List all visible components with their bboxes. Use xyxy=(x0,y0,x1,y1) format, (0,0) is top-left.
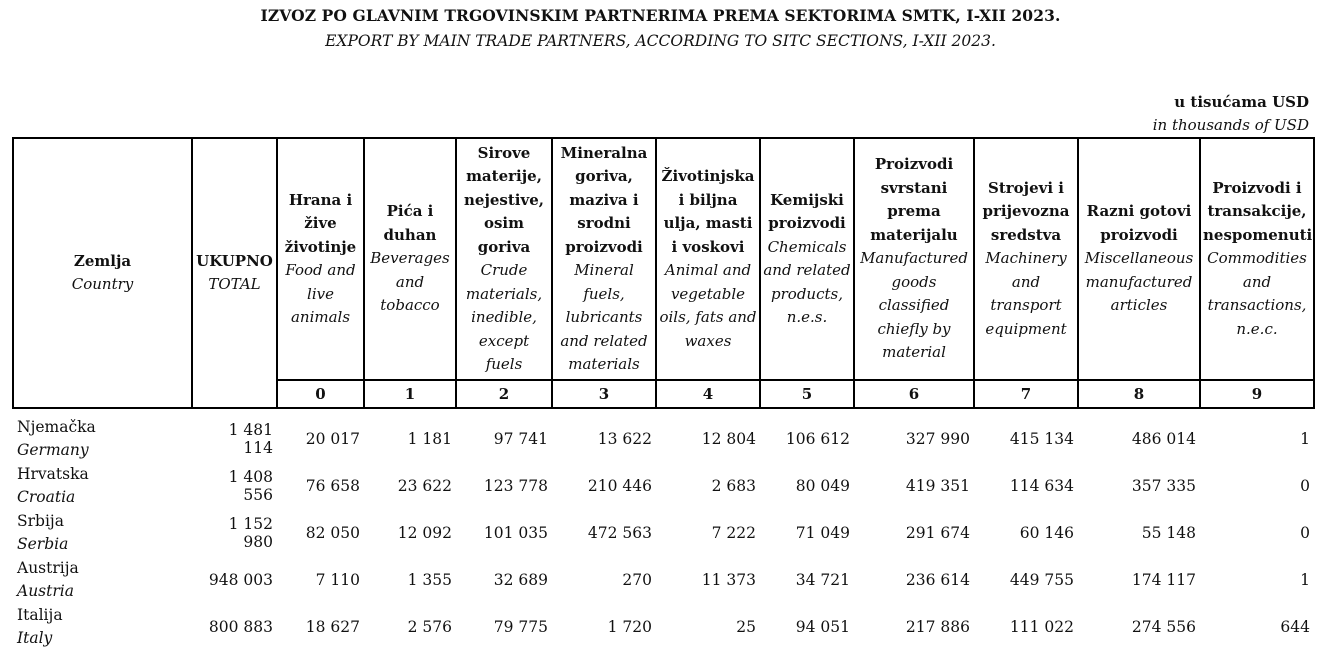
section-value-cell: 486 014 xyxy=(1131,429,1196,448)
section-value-cell: 114 634 xyxy=(1009,476,1074,495)
country-name-english: Austria xyxy=(17,581,74,600)
section-value-cell: 97 741 xyxy=(493,429,548,448)
country-name-english: Serbia xyxy=(17,534,69,553)
section-value-cell: 11 373 xyxy=(701,570,756,589)
header-label: Mineralna goriva, maziva i srodni proizvodi xyxy=(560,143,648,256)
header-label: UKUPNO xyxy=(196,251,273,270)
country-name-english: Germany xyxy=(17,440,89,459)
header-label-english: Chemicals and related products, n.e.s. xyxy=(763,237,851,326)
country-cell xyxy=(13,462,192,509)
table-row xyxy=(13,556,1314,603)
header-label-english: Miscellaneous manufactured articles xyxy=(1084,249,1194,315)
column-header-section-3 xyxy=(552,138,656,380)
header-label: Zemlja xyxy=(73,251,132,270)
column-header-section-6 xyxy=(854,138,974,380)
section-value-cell: 1 xyxy=(1300,570,1310,589)
section-value-cell: 2 683 xyxy=(711,476,756,495)
section-value-cell: 2 576 xyxy=(407,617,452,636)
header-label: Razni gotovi proizvodi xyxy=(1086,202,1192,244)
section-code: 3 xyxy=(552,380,656,408)
section-value-cell: 415 134 xyxy=(1009,429,1074,448)
country-name: Austrija xyxy=(17,558,79,577)
section-code: 2 xyxy=(456,380,552,408)
header-label-english: Machinery and transport equipment xyxy=(985,249,1067,338)
column-header-section-2 xyxy=(456,138,552,380)
section-value-cell: 12 092 xyxy=(397,523,452,542)
section-code: 8 xyxy=(1078,380,1200,408)
section-value-cell: 274 556 xyxy=(1131,617,1196,636)
section-value-cell: 80 049 xyxy=(795,476,850,495)
section-value-cell: 357 335 xyxy=(1131,476,1196,495)
column-header-country xyxy=(13,138,192,408)
section-value-cell: 236 614 xyxy=(905,570,970,589)
header-label: Strojevi i prijevozna sredstva xyxy=(982,178,1070,244)
header-label-english: Manufactured goods classified chiefly by material xyxy=(860,249,968,362)
section-value-cell: 327 990 xyxy=(905,429,970,448)
column-header-section-1 xyxy=(364,138,456,380)
page-title: IZVOZ PO GLAVNIM TRGOVINSKIM PARTNERIMA PREMA SEKTORIMA SMTK, I-XII 2023. xyxy=(260,6,1061,25)
country-cell xyxy=(13,509,192,556)
header-row xyxy=(13,138,1314,380)
section-code: 5 xyxy=(760,380,854,408)
table-row xyxy=(13,509,1314,556)
header-label: Hrana i žive životinje xyxy=(284,190,357,256)
unit-label-english: in thousands of USD xyxy=(1152,116,1309,134)
total-value-cell: 1 152 980 xyxy=(228,514,273,551)
section-value-cell: 32 689 xyxy=(493,570,548,589)
section-value-cell: 291 674 xyxy=(905,523,970,542)
section-value-cell: 449 755 xyxy=(1009,570,1074,589)
section-value-cell: 1 720 xyxy=(607,617,652,636)
country-name: Njemačka xyxy=(17,417,96,436)
column-header-section-8 xyxy=(1078,138,1200,380)
section-value-cell: 123 778 xyxy=(483,476,548,495)
column-header-section-4 xyxy=(656,138,760,380)
total-value-cell: 948 003 xyxy=(208,570,273,589)
section-value-cell: 101 035 xyxy=(483,523,548,542)
table-row xyxy=(13,462,1314,509)
total-value-cell: 1 408 556 xyxy=(228,467,273,504)
section-value-cell: 7 110 xyxy=(315,570,360,589)
section-value-cell: 82 050 xyxy=(305,523,360,542)
country-name-english: Italy xyxy=(17,628,53,647)
section-value-cell: 55 148 xyxy=(1141,523,1196,542)
section-code: 6 xyxy=(854,380,974,408)
section-value-cell: 217 886 xyxy=(905,617,970,636)
header-label-english: Beverages and tobacco xyxy=(370,249,450,315)
section-value-cell: 270 xyxy=(622,570,652,589)
page-subtitle: EXPORT BY MAIN TRADE PARTNERS, ACCORDING TO SITC SECTIONS, I-XII 2023. xyxy=(325,32,996,50)
section-value-cell: 23 622 xyxy=(397,476,452,495)
column-header-total xyxy=(192,138,277,408)
section-code: 7 xyxy=(974,380,1078,408)
header-label: Sirove materije, nejestive, osim goriva xyxy=(464,143,544,256)
header-label-english: Animal and vegetable oils, fats and waxes xyxy=(659,261,757,350)
section-value-cell: 25 xyxy=(736,617,756,636)
header-label: Kemijski proizvodi xyxy=(768,190,846,232)
section-value-cell: 1 181 xyxy=(407,429,452,448)
country-name: Srbija xyxy=(17,511,64,530)
section-value-cell: 79 775 xyxy=(493,617,548,636)
section-value-cell: 419 351 xyxy=(905,476,970,495)
section-value-cell: 12 804 xyxy=(701,429,756,448)
section-value-cell: 13 622 xyxy=(597,429,652,448)
table-row xyxy=(13,603,1314,650)
header-label-english: Crude materials, inedible, except fuels xyxy=(465,261,543,373)
section-value-cell: 76 658 xyxy=(305,476,360,495)
header-label-english: TOTAL xyxy=(208,275,261,293)
section-code: 0 xyxy=(277,380,364,408)
section-value-cell: 644 xyxy=(1280,617,1310,636)
section-code: 9 xyxy=(1200,380,1314,408)
header-label-english: Mineral fuels, lubricants and related materials xyxy=(560,261,648,373)
section-value-cell: 71 049 xyxy=(795,523,850,542)
section-code: 4 xyxy=(656,380,760,408)
section-value-cell: 1 355 xyxy=(407,570,452,589)
export-table xyxy=(12,137,1315,650)
total-value-cell: 1 481 114 xyxy=(228,420,273,457)
column-header-section-9 xyxy=(1200,138,1314,380)
section-value-cell: 106 612 xyxy=(785,429,850,448)
header-label: Životinjska i biljna ulja, masti i voskovi xyxy=(661,167,755,256)
section-value-cell: 174 117 xyxy=(1131,570,1196,589)
total-value-cell: 800 883 xyxy=(208,617,273,636)
column-header-section-5 xyxy=(760,138,854,380)
header-label-english: Food and live animals xyxy=(285,261,356,326)
column-header-section-7 xyxy=(974,138,1078,380)
country-name-english: Croatia xyxy=(17,487,76,506)
section-value-cell: 111 022 xyxy=(1009,617,1074,636)
country-name: Hrvatska xyxy=(17,464,89,483)
section-value-cell: 0 xyxy=(1300,523,1310,542)
section-value-cell: 60 146 xyxy=(1019,523,1074,542)
section-value-cell: 210 446 xyxy=(587,476,652,495)
table-row xyxy=(13,408,1314,462)
header-label-english: Commodities and transactions, n.e.c. xyxy=(1207,249,1307,338)
header-label-english: Country xyxy=(71,275,134,293)
country-cell xyxy=(13,603,192,650)
header-label: Pića i duhan xyxy=(383,202,437,244)
section-value-cell: 1 xyxy=(1300,429,1310,448)
country-cell xyxy=(13,556,192,603)
column-header-section-0 xyxy=(277,138,364,380)
section-value-cell: 34 721 xyxy=(795,570,850,589)
header-label: Proizvodi svrstani prema materijalu xyxy=(870,155,958,244)
section-value-cell: 18 627 xyxy=(305,617,360,636)
section-code: 1 xyxy=(364,380,456,408)
section-value-cell: 20 017 xyxy=(305,429,360,448)
section-value-cell: 472 563 xyxy=(587,523,652,542)
section-value-cell: 94 051 xyxy=(795,617,850,636)
section-value-cell: 0 xyxy=(1300,476,1310,495)
table-body xyxy=(13,408,1314,650)
section-value-cell: 7 222 xyxy=(711,523,756,542)
header-label: Proizvodi i transakcije, nespomenuti xyxy=(1203,178,1313,244)
country-name: Italija xyxy=(17,605,63,624)
unit-label: u tisućama USD xyxy=(1174,93,1309,111)
country-cell xyxy=(13,408,192,462)
